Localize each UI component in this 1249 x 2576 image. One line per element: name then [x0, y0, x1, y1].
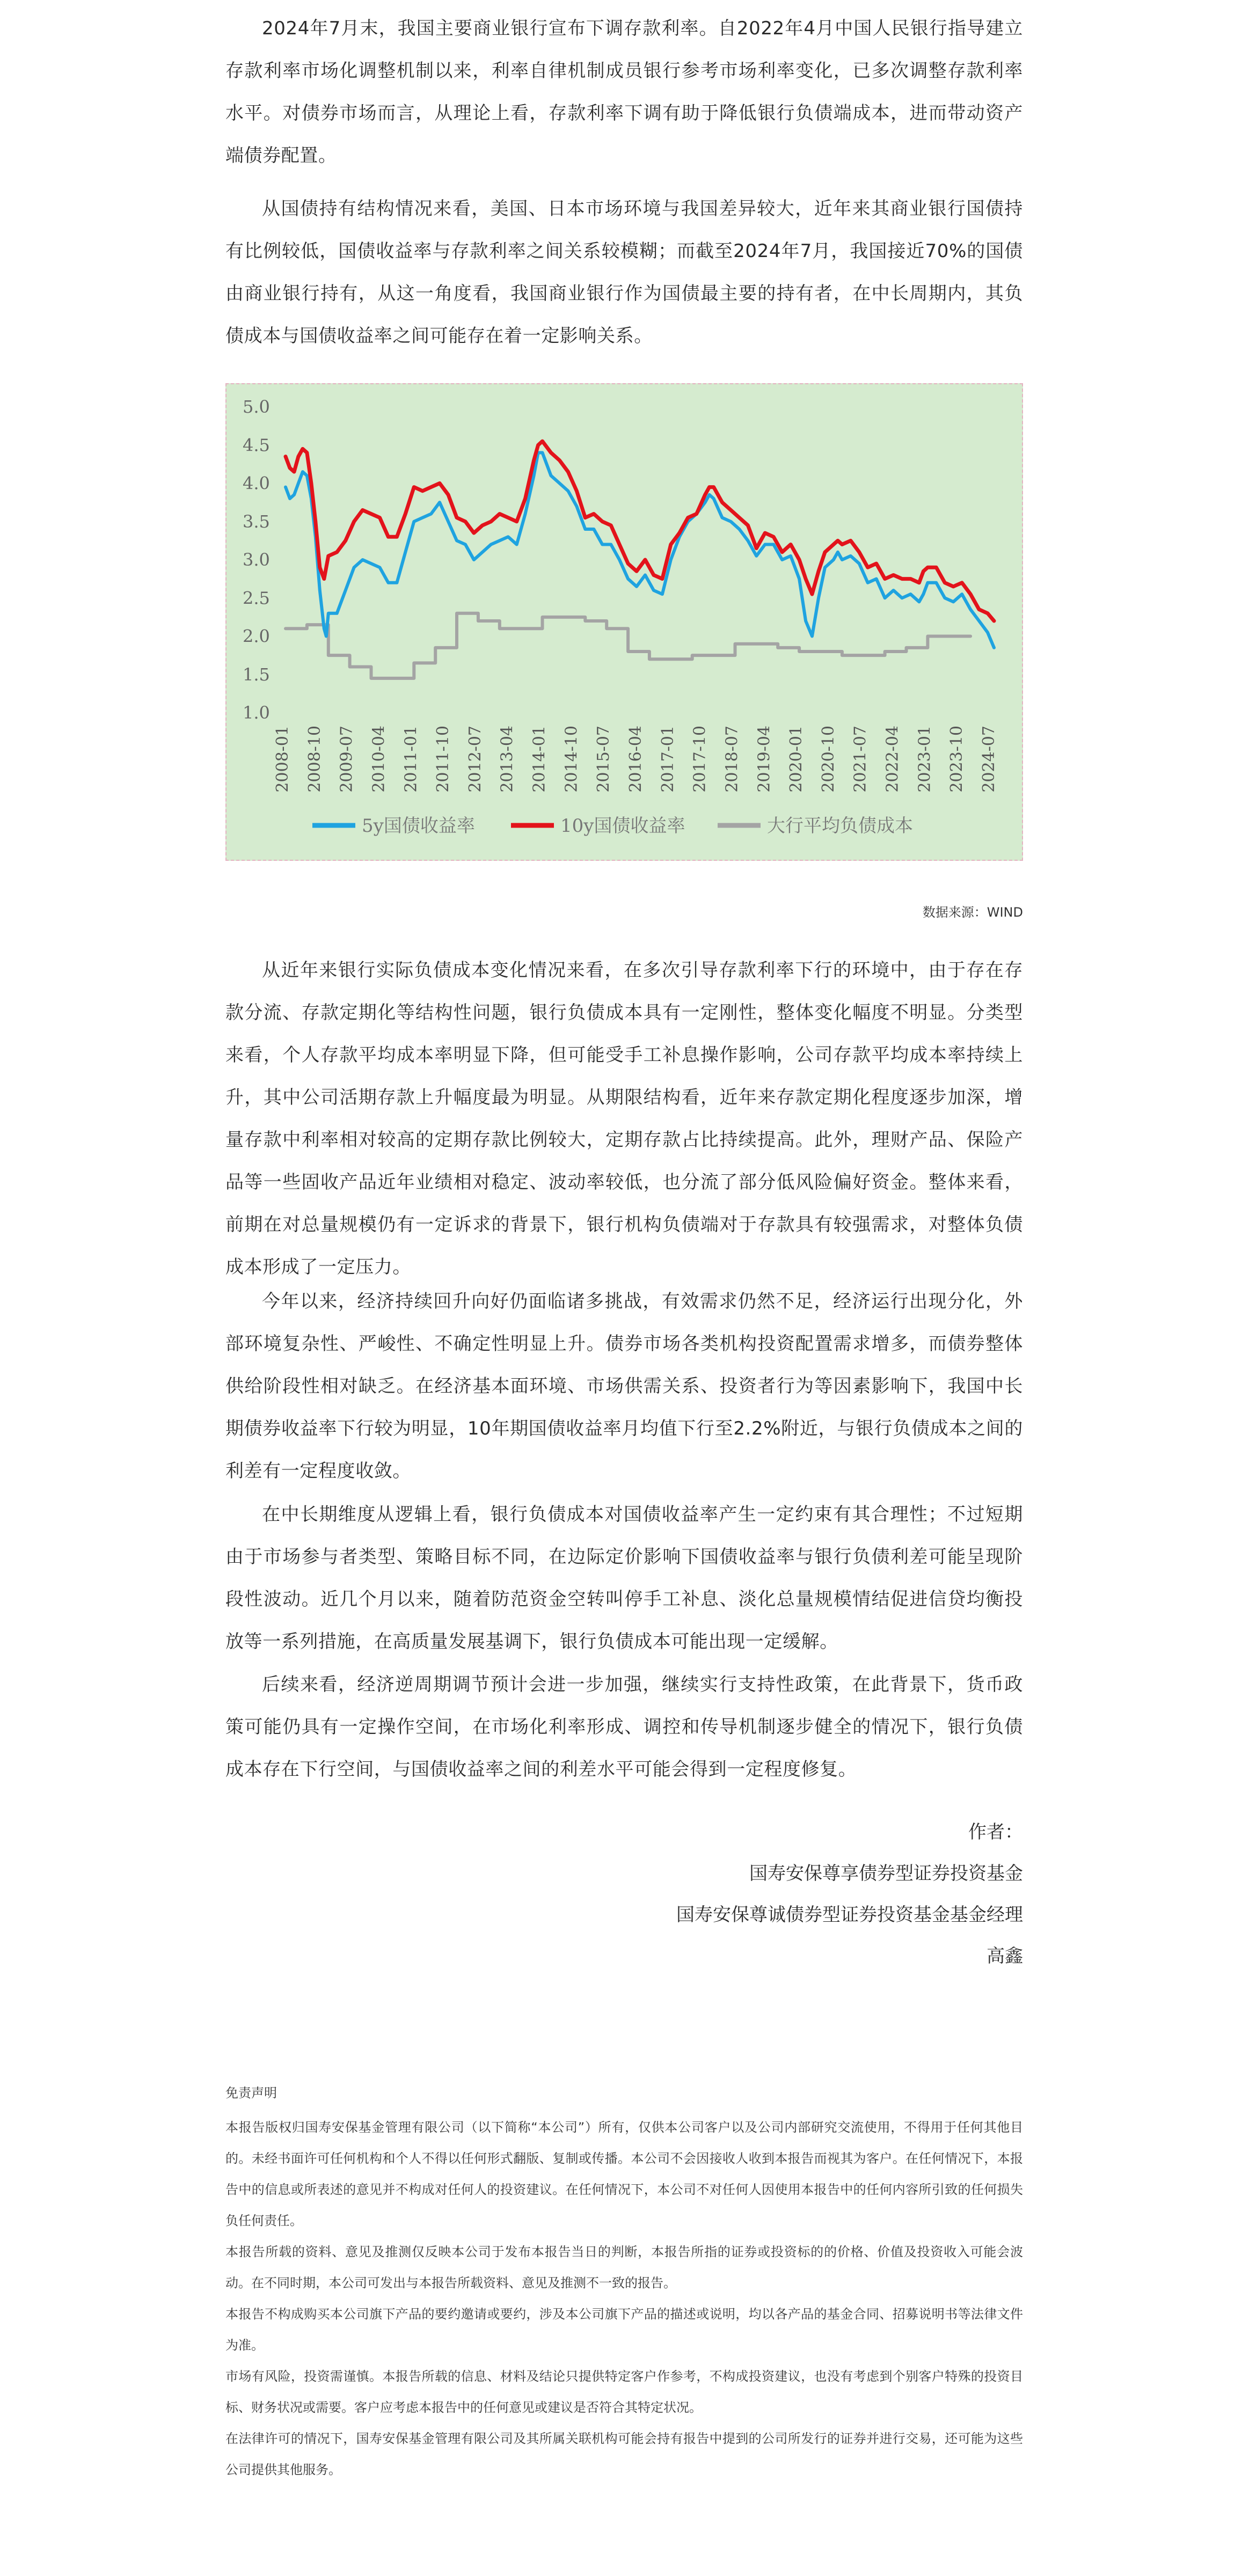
- y-tick-label: 3.5: [243, 511, 270, 532]
- x-tick-label: 2017-01: [658, 726, 677, 793]
- paragraph-4: 今年以来，经济持续回升向好仍面临诸多挑战，有效需求仍然不足，经济运行出现分化，外部环境复杂性、严峻性、不确定性明显上升。债券市场各类机构投资配置需求增多，而债券整体供给阶段性相对缺乏。在经济基本面环境、市场供需关系、投资者行为等因素影响下，我国中长期债券收益率下行较为明显，10年期国债收益率月均值下行至2.2%附近，与银行负债成本之间的利差有一定程度收敛。: [225, 1291, 1023, 1482]
- x-tick-label: 2023-01: [915, 726, 934, 793]
- paragraph-1: 2024年7月末，我国主要商业银行宣布下调存款利率。自2022年4月中国人民银行指导建立存款利率市场化调整机制以来，利率自律机制成员银行参考市场利率变化，已多次调整存款利率水平。对债券市场而言，从理论上看，存款利率下调有助于降低银行负债端成本，进而带动资产端债券配置。: [225, 18, 1023, 166]
- disclaimer-item: 本报告版权归国寿安保基金管理有限公司（以下简称“本公司”）所有，仅供本公司客户以及公司内部研究交流使用，不得用于任何其他目的。未经书面许可任何机构和个人不得以任何形式翻版、复制或传播。本公司不会因接收人收到本报告而视其为客户。在任何情况下，本报告中的信息或所表述的意见并不构成对任何人的投资建议。在任何情况下，本公司不对任何人因使用本报告中的任何内容所引致的任何损失负任何责任。: [225, 2120, 1023, 2228]
- legend-10y-label: 10y国债收益率: [560, 815, 685, 837]
- disclaimer-item: 市场有风险，投资需谨慎。本报告所载的信息、材料及结论只提供特定客户作参考，不构成投资建议，也没有考虑到个别客户特殊的投资目标、财务状况或需要。客户应考虑本报告中的任何意见或建议是否符合其特定状况。: [225, 2369, 1023, 2415]
- yield-chart-svg: [227, 384, 1022, 860]
- yield-chart: [225, 383, 1023, 861]
- paragraph-2: 从国债持有结构情况来看，美国、日本市场环境与我国差异较大，近年来其商业银行国债持有比例较低，国债收益率与存款利率之间关系较模糊；而截至2024年7月，我国接近70%的国债由商业银行持有，从这一角度看，我国商业银行作为国债最主要的持有者，在中长周期内，其负债成本与国债收益率之间可能存在着一定影响关系。: [225, 198, 1023, 347]
- paragraph-5: 在中长期维度从逻辑上看，银行负债成本对国债收益率产生一定约束有其合理性；不过短期由于市场参与者类型、策略目标不同，在边际定价影响下国债收益率与银行负债利差可能呈现阶段性波动。近几个月以来，随着防范资金空转叫停手工补息、淡化总量规模情结促进信贷均衡投放等一系列措施，在高质量发展基调下，银行负债成本可能出现一定缓解。: [225, 1504, 1023, 1652]
- author-fund-2: 国寿安保尊诚债券型证券投资基金基金经理: [676, 1904, 1023, 1926]
- disclaimer: [225, 2082, 1023, 2485]
- y-tick-label: 2.0: [243, 626, 270, 647]
- y-tick-label: 5.0: [243, 397, 270, 417]
- x-tick-label: 2008-10: [305, 726, 324, 793]
- y-tick-label: 1.0: [243, 702, 270, 723]
- legend-5y-label: 5y国债收益率: [362, 815, 475, 837]
- x-tick-label: 2023-10: [947, 726, 967, 793]
- x-tick-label: 2019-04: [755, 726, 774, 793]
- series-cost-line: [286, 613, 970, 678]
- x-tick-label: 2014-10: [562, 726, 581, 793]
- x-tick-label: 2008-01: [273, 726, 292, 793]
- legend-cost-label: 大行平均负债成本: [767, 815, 913, 837]
- series-5y-line: [286, 453, 994, 648]
- disclaimer-item: 本报告不构成购买本公司旗下产品的要约邀请或要约，涉及本公司旗下产品的描述或说明，均以各产品的基金合同、招募说明书等法律文件为准。: [225, 2307, 1023, 2353]
- disclaimer-item: 在法律许可的情况下，国寿安保基金管理有限公司及其所属关联机构可能会持有报告中提到的公司所发行的证券并进行交易，还可能为这些公司提供其他服务。: [225, 2431, 1023, 2477]
- x-tick-label: 2022-04: [883, 726, 902, 793]
- x-tick-label: 2011-01: [401, 726, 421, 793]
- x-tick-label: 2009-07: [337, 726, 356, 793]
- x-tick-label: 2011-10: [434, 726, 453, 793]
- author-label: 作者：: [968, 1821, 1023, 1843]
- paragraph-6: 后续来看，经济逆周期调节预计会进一步加强，继续实行支持性政策，在此背景下，货币政策可能仍具有一定操作空间，在市场化利率形成、调控和传导机制逐步健全的情况下，银行负债成本存在下行空间，与国债收益率之间的利差水平可能会得到一定程度修复。: [225, 1674, 1023, 1780]
- x-tick-label: 2015-07: [594, 726, 613, 793]
- data-source-note: 数据来源：WIND: [922, 905, 1023, 920]
- y-tick-label: 4.5: [243, 435, 270, 456]
- y-tick-label: 4.0: [243, 473, 270, 494]
- x-tick-label: 2017-10: [690, 726, 710, 793]
- paragraph-3: 从近年来银行实际负债成本变化情况来看，在多次引导存款利率下行的环境中，由于存在存款分流、存款定期化等结构性问题，银行负债成本具有一定刚性，整体变化幅度不明显。分类型来看，个人存款平均成本率明显下降，但可能受手工补息操作影响，公司存款平均成本率持续上升，其中公司活期存款上升幅度最为明显。从期限结构看，近年来存款定期化程度逐步加深，增量存款中利率相对较高的定期存款比例较大，定期存款占比持续提高。此外，理财产品、保险产品等一些固收产品近年业绩相对稳定、波动率较低，也分流了部分低风险偏好资金。整体来看，前期在对总量规模仍有一定诉求的背景下，银行机构负债端对于存款具有较强需求，对整体负债成本形成了一定压力。: [225, 960, 1023, 1278]
- x-tick-label: 2018-07: [722, 726, 742, 793]
- y-tick-label: 3.0: [243, 550, 270, 570]
- disclaimer-title: 免责声明: [225, 2085, 277, 2101]
- y-tick-label: 2.5: [243, 588, 270, 609]
- x-tick-label: 2024-07: [980, 726, 999, 793]
- x-tick-label: 2013-04: [498, 726, 517, 793]
- x-tick-label: 2010-04: [369, 726, 389, 793]
- x-tick-label: 2014-01: [530, 726, 549, 793]
- author-name: 高鑫: [987, 1945, 1023, 1967]
- y-tick-label: 1.5: [243, 664, 270, 685]
- author-fund-1: 国寿安保尊享债券型证券投资基金: [749, 1863, 1023, 1884]
- x-tick-label: 2012-07: [465, 726, 485, 793]
- x-tick-label: 2016-04: [626, 726, 646, 793]
- x-tick-label: 2021-07: [851, 726, 870, 793]
- disclaimer-item: 本报告所载的资料、意见及推测仅反映本公司于发布本报告当日的判断，本报告所指的证券或投资标的的价格、价值及投资收入可能会波动。在不同时期，本公司可发出与本报告所载资料、意见及推测不一致的报告。: [225, 2244, 1023, 2290]
- x-tick-label: 2020-10: [819, 726, 838, 793]
- x-tick-label: 2020-01: [787, 726, 806, 793]
